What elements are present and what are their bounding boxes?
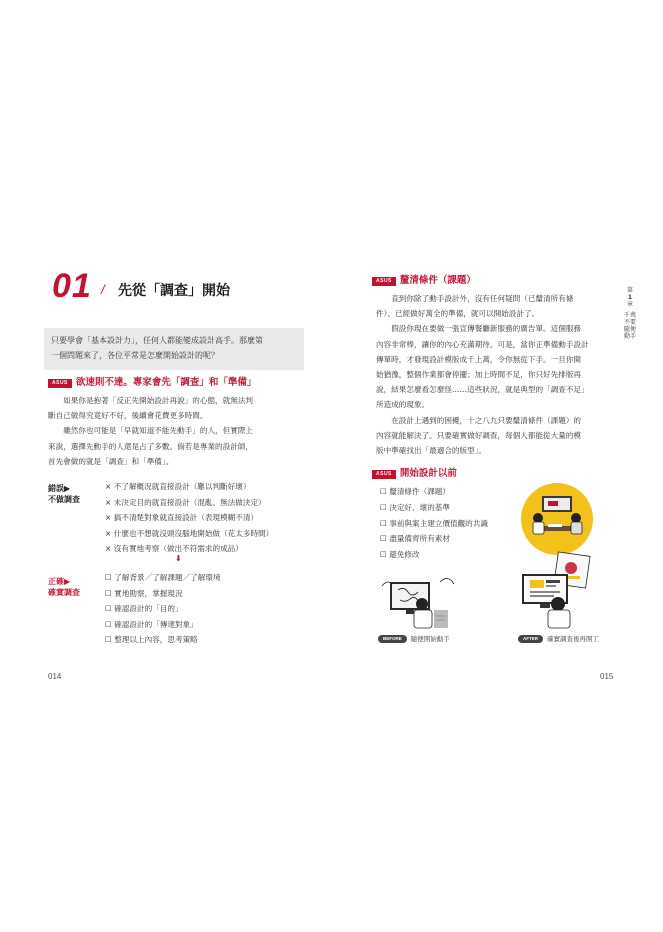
paragraph: 如果你是抱著「反正先開始設計再說」的心態，就無法判 斷自己做得究竟好不好，後續會花費更多時間。 <box>48 396 254 421</box>
arrow-down-icon: ⬇ <box>175 554 182 563</box>
list-item: ☐ 整理以上內容，思考策略 <box>105 635 198 644</box>
checklist-item: ☐ 釐清條件（課題） <box>380 487 450 496</box>
page-number-right: 015 <box>600 672 614 681</box>
chapter-number: 01 <box>52 267 92 305</box>
before-caption: BEFORE 隨便開始動手 <box>378 635 450 644</box>
asus-tag: ASUS <box>372 277 396 286</box>
list-item: × 什麼也不想就沒頭沒腦地開始做（花太多時間） <box>105 528 274 538</box>
after-illustration <box>516 548 600 630</box>
list-item: ☐ 確認設計的「目的」 <box>105 604 183 613</box>
intro-box <box>44 328 304 370</box>
wrong-list <box>105 479 273 557</box>
list-item: × 搞不清楚對象就直接設計（表現模糊不清） <box>105 513 259 522</box>
paragraph: 在設計上遇到的困擾，十之八九只要釐清條件（課題）的 內容就能解決了。只要確實做好調查，每個人都能從大量的模 版中準確找出「最適合的版型」。 <box>376 415 582 456</box>
checklist-item: ☐ 盡量備齊所有素材 <box>380 534 450 544</box>
paragraph: 直到你除了動手設計外，沒有任何疑問（已釐清所有條 件）、已經做好萬全的準備，就可以開始設計了。 <box>376 294 574 319</box>
after-caption: AFTER 確實調查後再開工 <box>518 635 599 644</box>
chapter-side-tab: 第 1 章 千萬 不要 隨便 動手 <box>623 287 636 340</box>
section-heading-right-1 <box>372 275 476 288</box>
list-item: ☐ 實地勘察，掌握現況 <box>105 588 183 598</box>
before-illustration <box>378 572 458 630</box>
page-number-left: 014 <box>48 672 62 681</box>
correct-list <box>105 570 221 648</box>
intro-line: 只要學會「基本設計力」，任何人都能變成設計高手。那麼第 <box>51 336 263 345</box>
paragraph: 假設你現在要做一張宣傳餐廳新服務的廣告單。這個服務 內容非常棒，讓你的內心充滿期待。可是，當你正準備動手設計 傳單時，才發現設計模版成千上萬，令你無從下手。一旦你開 始猶豫，整個作業都會停擺；加上時間不足，你只好先排版再 說，結果怎麼看怎麼怪……這些狀況，就是典型的「調查不足」 所造成的現象。 <box>376 324 589 410</box>
section-heading-right-2 <box>372 468 457 481</box>
right-body <box>376 291 616 458</box>
section-heading-text: 開始設計以前 <box>399 468 457 479</box>
list-item: × 沒有實地考察（做出不符需求的成品） <box>105 544 243 553</box>
list-item: × 不了解概況就直接設計（難以判斷好壞） <box>105 482 251 491</box>
after-tag: AFTER <box>518 635 543 643</box>
asus-tag: ASUS <box>372 470 396 479</box>
left-body <box>48 393 300 469</box>
correct-label: 正確▶ 確實調查 <box>48 577 80 597</box>
checklist-item: ☐ 避免修改 <box>380 550 420 560</box>
meeting-illustration <box>520 482 595 557</box>
list-item: ☐ 確認設計的「傳達對象」 <box>105 619 198 629</box>
prep-checklist <box>380 484 488 563</box>
section-heading-text: 欲速則不達。專家會先「調查」和「準備」 <box>75 377 257 388</box>
list-item: × 未決定目的就直接設計（混亂、無法做決定） <box>105 497 266 507</box>
section-heading-left <box>48 377 256 390</box>
section-heading-text: 釐清條件（課題） <box>399 275 476 286</box>
asus-tag: ASUS <box>48 379 72 388</box>
list-item: ☐ 了解背景／了解課題／了解環境 <box>105 573 221 582</box>
intro-line: 一個問題來了，各位平常是怎麼開始設計的呢？ <box>51 351 219 360</box>
chapter-slash: / <box>101 282 105 297</box>
paragraph: 雖然你也可能是「早就知道不能先動手」的人，但實際上 來說，選擇先動手的人還是占了多數。倘若是專業的設計師， 首先會做的就是「調查」和「準備」。 <box>48 426 254 466</box>
before-tag: BEFORE <box>378 635 407 643</box>
checklist-item: ☐ 事前與案主建立價值觀的共識 <box>380 518 488 528</box>
wrong-label: 錯誤▶ 不做調查 <box>48 484 80 504</box>
checklist-item: ☐ 決定好、壞的基準 <box>380 502 450 512</box>
chapter-title: 先從「調查」開始 <box>118 283 230 299</box>
